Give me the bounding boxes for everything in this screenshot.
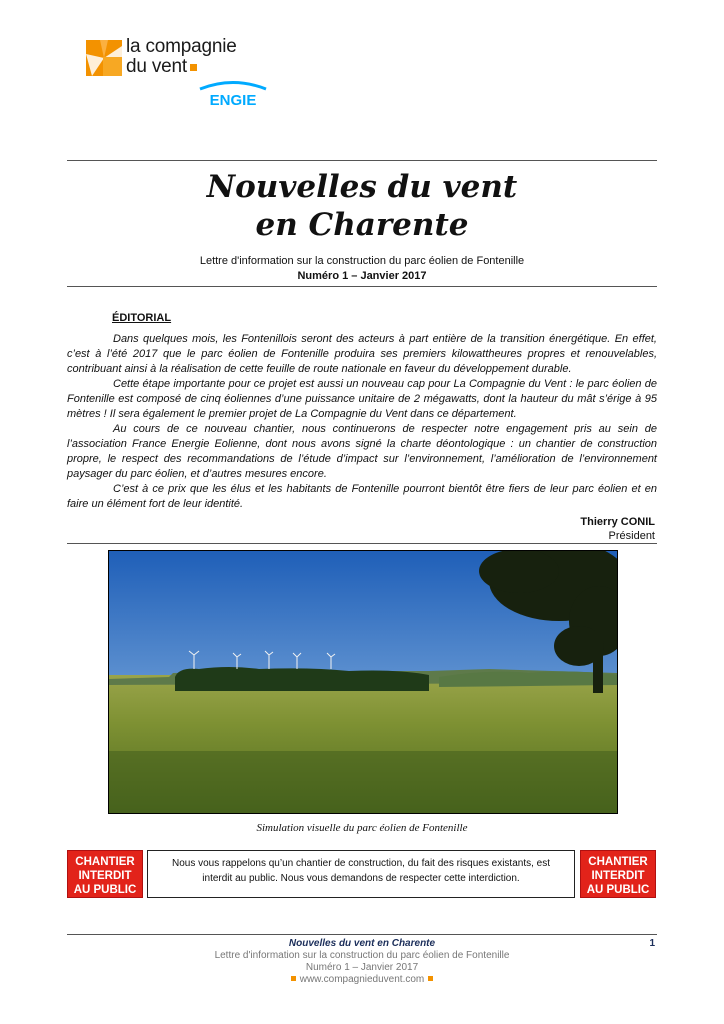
header-divider — [67, 160, 657, 161]
footer-divider — [67, 934, 657, 935]
signature-role: Président — [608, 530, 655, 542]
brand-name — [126, 37, 237, 77]
page-number: 1 — [649, 938, 655, 949]
editorial-paragraph: Cette étape importante pour ce projet est aussi un nouveau cap pour La Compagnie du Vent : le parc éolien de Fontenille est composé de cinq éoliennes d’une puissance unitaire de 2 mégawatts, dont la hauteur du mât s’érige à 95 mètres ! Il sera également le premier projet de La Compagnie du Vent dans ce département. — [67, 378, 657, 420]
warning-notice: Nous vous rappelons qu’un chantier de construction, du fait des risques existants, est interdit au public. Nous vous demandons de respecter cette interdiction. — [147, 850, 575, 898]
warning-badge-line: CHANTIER — [75, 856, 135, 868]
title-line-2: en Charente — [255, 207, 469, 243]
footer-url[interactable]: www.compagnieduvent.com — [299, 974, 425, 985]
warning-badge-line: INTERDIT — [78, 870, 132, 882]
page-subtitle: Lettre d'information sur la construction du parc éolien de Fontenille — [199, 255, 525, 267]
footer-url-line — [67, 974, 657, 985]
page-title — [67, 168, 657, 244]
brand-line-2: du vent — [126, 56, 187, 77]
editorial-heading: ÉDITORIAL — [112, 312, 172, 324]
wind-farm-photo — [108, 550, 618, 814]
warning-badge-line: AU PUBLIC — [73, 884, 137, 896]
title-divider — [67, 286, 657, 287]
title-line-1: Nouvelles du vent — [206, 169, 518, 205]
compagnie-du-vent-logo-icon — [86, 40, 122, 76]
photo-caption: Simulation visuelle du parc éolien de Fontenille — [256, 822, 468, 834]
orange-square-icon — [291, 976, 296, 981]
partner-logo-text: ENGIE — [209, 92, 257, 108]
brand-line-1: la compagnie — [126, 36, 237, 57]
editorial-paragraph: Dans quelques mois, les Fontenillois seront des acteurs à part entière de la transition énergétique. En effet, c’est à l’été 2017 que le parc éolien de Fontenille produira ses premiers kilowattheures propres et renouvelables, contribuant ainsi à la réalisation de cette feuille de route nationale en faveur du développement durable. — [67, 333, 657, 375]
editorial-paragraph: C’est à ce prix que les élus et les habitants de Fontenille pourront bientôt être fiers de leur parc éolien et en faire un élément fort de leur identité. — [67, 483, 657, 510]
warning-badge-right — [580, 850, 656, 898]
landscape-illustration — [109, 551, 617, 813]
footer-issue: Numéro 1 – Janvier 2017 — [305, 962, 419, 973]
warning-badge-line: INTERDIT — [591, 870, 645, 882]
engie-logo-icon — [196, 80, 270, 108]
editorial-paragraph: Au cours de ce nouveau chantier, nous continuerons de respecter notre engagement pris au sein de l’association France Energie Eolienne, dont nous avons signé la charte déontologique : un chantier de construction propre, le respect des recommandations de l’étude d’impact sur l’environnement, l’amélioration de l’environnement paysager du parc éolien, et d’autres mesures encore. — [67, 423, 657, 480]
editorial-body — [67, 332, 657, 512]
warning-badge-line: CHANTIER — [588, 856, 648, 868]
footer-subtitle: Lettre d'information sur la construction du parc éolien de Fontenille — [214, 950, 510, 961]
brand-dot-icon — [190, 64, 197, 71]
warning-badge-line: AU PUBLIC — [586, 884, 650, 896]
issue-number: Numéro 1 – Janvier 2017 — [297, 270, 427, 282]
orange-square-icon — [428, 976, 433, 981]
warning-badge-left — [67, 850, 143, 898]
footer-title: Nouvelles du vent en Charente — [288, 938, 436, 949]
signature-name: Thierry CONIL — [580, 516, 655, 528]
editorial-divider — [67, 543, 657, 544]
